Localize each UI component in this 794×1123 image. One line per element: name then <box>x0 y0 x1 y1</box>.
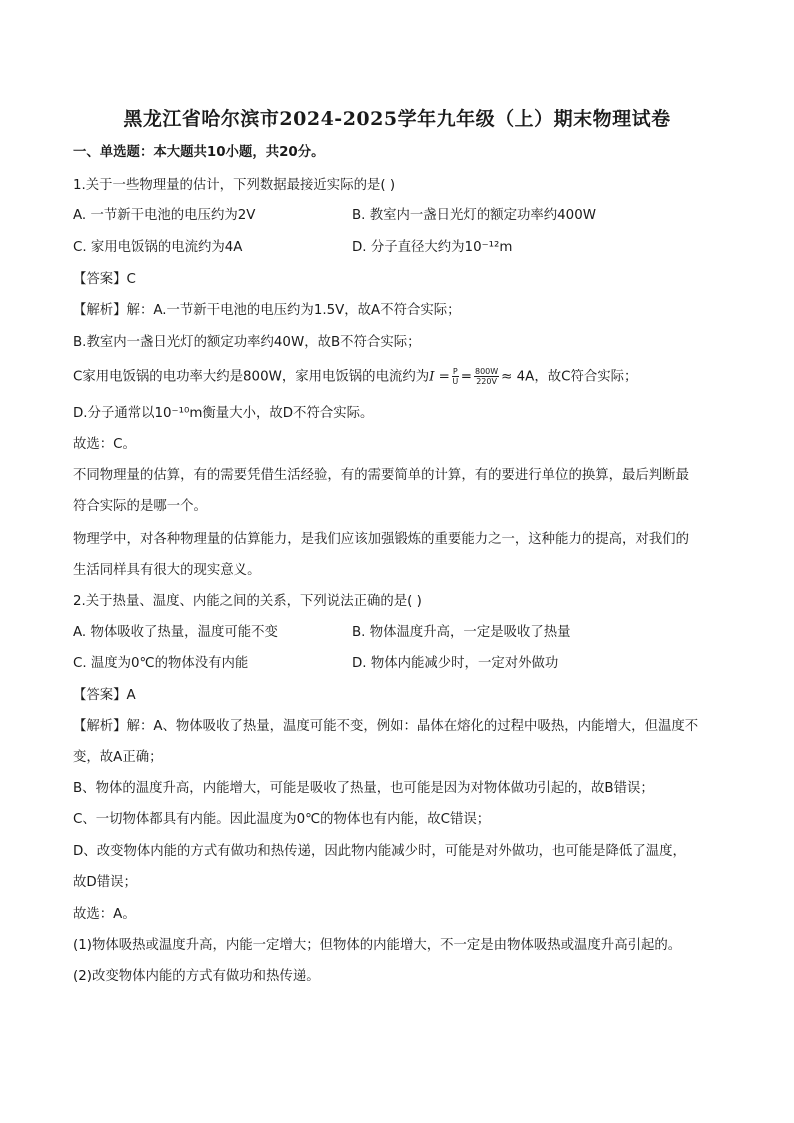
q2-explanation-line: D、改变物体内能的方式有做功和热传递，因此物内能减少时，可能是对外做功，也可能是降低了温度， <box>73 844 686 859</box>
q1-note-line: 符合实际的是哪一个。 <box>73 499 207 514</box>
q2-option-c: C. 温度为0℃的物体没有内能 <box>73 656 249 671</box>
equals-sign: = <box>460 369 472 385</box>
q1-explanation-line: B.教室内一盏日光灯的额定功率约40W，故B不符合实际； <box>73 335 421 350</box>
fraction-p-over-u <box>452 367 459 386</box>
fraction-numerator: 800W <box>474 367 499 376</box>
q1-explanation-line: D.分子通常以10⁻¹⁰m衡量大小，故D不符合实际。 <box>73 406 374 421</box>
q1-explanation-line: 【解析】解：A.一节新干电池的电压约为1.5V，故A不符合实际； <box>73 303 461 318</box>
q2-explanation-line: 故D错误； <box>73 875 137 890</box>
q2-option-d: D. 物体内能减少时，一定对外做功 <box>352 656 559 671</box>
q2-note-line: (2)改变物体内能的方式有做功和热传递。 <box>73 969 320 984</box>
fraction-denominator: 220V <box>476 377 497 386</box>
q1-note-line: 生活同样具有很大的现实意义。 <box>73 563 261 578</box>
q2-answer: 【答案】A <box>73 688 136 703</box>
q1-option-b: B. 教室内一盏日光灯的额定功率约400W <box>352 208 596 223</box>
page-title: 黑龙江省哈尔滨市2024-2025学年九年级（上）期末物理试卷 <box>123 108 671 130</box>
q1-stem: 1.关于一些物理量的估计，下列数据最接近实际的是( ) <box>73 178 396 193</box>
q1-answer: 【答案】C <box>73 272 136 287</box>
q1-explanation-formula-line <box>73 367 637 388</box>
q2-explanation-line: C、一切物体都具有内能。因此温度为0℃的物体也有内能，故C错误； <box>73 812 491 827</box>
q1-option-c: C. 家用电饭锅的电流约为4A <box>73 240 243 255</box>
formula-current-symbol: I = <box>429 369 450 385</box>
q1-option-a: A. 一节新干电池的电压约为2V <box>73 208 256 223</box>
q1-formula-text: C家用电饭锅的电功率大约是800W，家用电饭锅的电流约为 <box>73 369 430 385</box>
q1-note-line: 不同物理量的估算，有的需要凭借生活经验，有的需要简单的计算，有的要进行单位的换算，最后判断最 <box>73 468 689 483</box>
q2-stem: 2.关于热量、温度、内能之间的关系，下列说法正确的是( ) <box>73 594 422 609</box>
q2-explanation-line: B、物体的温度升高，内能增大，可能是吸收了热量，也可能是因为对物体做功引起的，故B错误； <box>73 781 654 796</box>
fraction-denominator: U <box>452 377 459 386</box>
fraction-values <box>474 367 499 386</box>
q2-choice: 故选：A。 <box>73 907 136 922</box>
q2-option-a: A. 物体吸收了热量，温度可能不变 <box>73 625 278 640</box>
q2-option-b: B. 物体温度升高，一定是吸收了热量 <box>352 625 571 640</box>
q1-formula-result: ≈ 4A，故C符合实际； <box>501 369 638 385</box>
q1-note-line: 物理学中，对各种物理量的估算能力，是我们应该加强锻炼的重要能力之一，这种能力的提高，对我们的 <box>73 532 689 547</box>
fraction-numerator: P <box>452 367 458 376</box>
q1-option-d: D. 分子直径大约为10⁻¹²m <box>352 240 513 255</box>
q2-explanation-line: 【解析】解：A、物体吸收了热量，温度可能不变，例如：晶体在熔化的过程中吸热，内能增大，但温度不 <box>73 719 699 734</box>
section-heading: 一、单选题：本大题共10小题，共20分。 <box>73 145 325 160</box>
q2-explanation-line: 变，故A正确； <box>73 750 163 765</box>
q1-choice: 故选：C。 <box>73 437 136 452</box>
q2-note-line: (1)物体吸热或温度升高，内能一定增大；但物体的内能增大，不一定是由物体吸热或温度升高引起的。 <box>73 938 682 953</box>
